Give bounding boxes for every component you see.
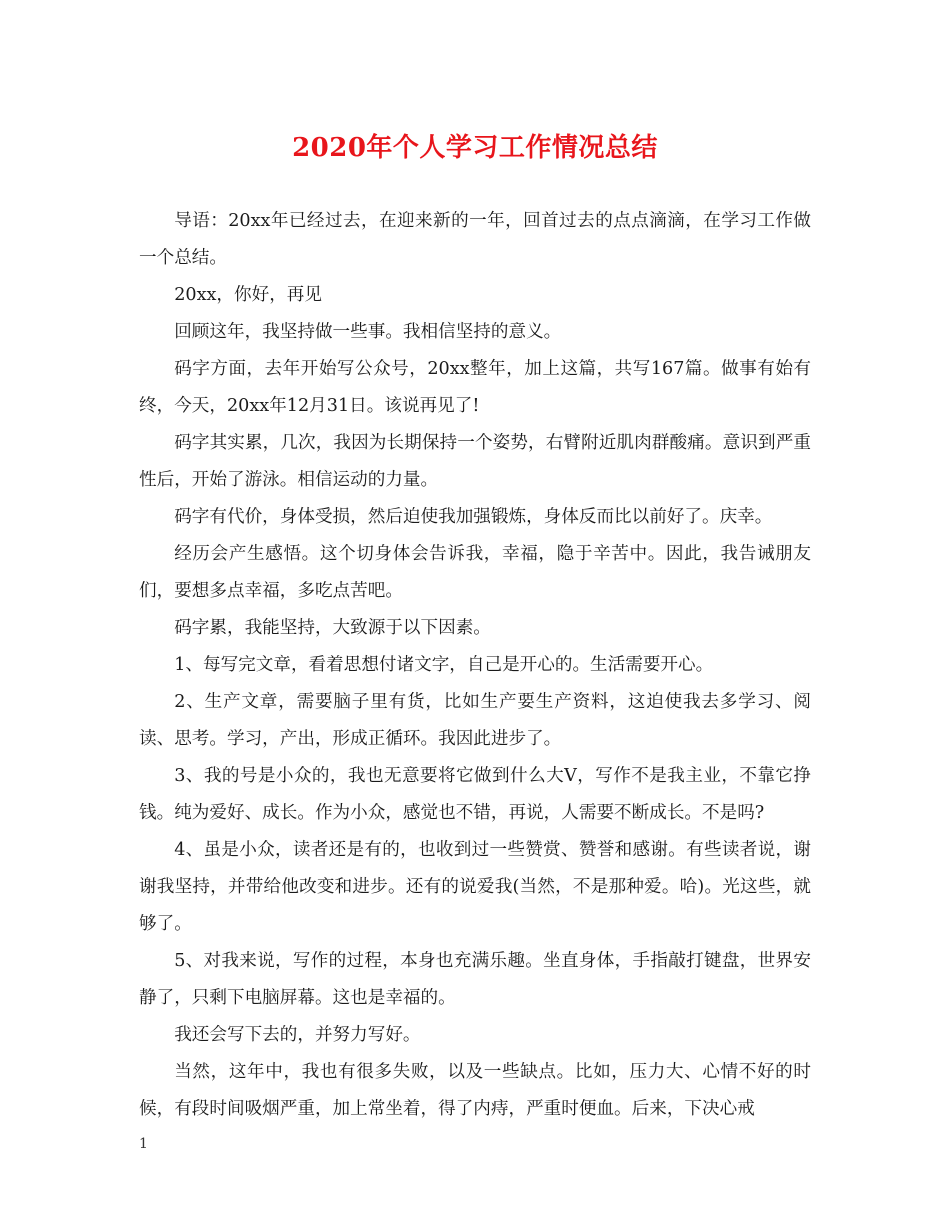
paragraph: 当然，这年中，我也有很多失败，以及一些缺点。比如，压力大、心情不好的时候，有段时间吸烟严重，加上常坐着，得了内痔，严重时便血。后来，下决心戒 xyxy=(139,1062,811,1119)
document-body xyxy=(139,203,811,1128)
paragraph: 2、生产文章，需要脑子里有货，比如生产要生产资料，这迫使我去多学习、阅读、思考。学习，产出，形成正循环。我因此进步了。 xyxy=(139,692,811,749)
paragraph: 20xx，你好，再见 xyxy=(174,285,322,305)
paragraph: 码字有代价，身体受损，然后迫使我加强锻炼，身体反而比以前好了。庆幸。 xyxy=(174,507,773,527)
paragraph: 5、对我来说，写作的过程，本身也充满乐趣。坐直身体，手指敲打键盘，世界安静了，只剩下电脑屏幕。这也是幸福的。 xyxy=(139,951,811,1008)
paragraph: 导语：20xx年已经过去，在迎来新的一年，回首过去的点点滴滴，在学习工作做一个总结。 xyxy=(139,211,811,268)
paragraph: 码字方面，去年开始写公众号，20xx整年，加上这篇，共写167篇。做事有始有终，今天，20xx年12月31日。该说再见了! xyxy=(139,359,811,416)
paragraph: 码字累，我能坚持，大致源于以下因素。 xyxy=(174,618,491,638)
paragraph: 4、虽是小众，读者还是有的，也收到过一些赞赏、赞誉和感谢。有些读者说，谢谢我坚持，并带给他改变和进步。还有的说爱我(当然，不是那种爱。哈)。光这些，就够了。 xyxy=(139,840,811,934)
paragraph: 1、每写完文章，看着思想付诸文字，自己是开心的。生活需要开心。 xyxy=(174,655,714,675)
document-title: 2020年个人学习工作情况总结 xyxy=(292,133,658,163)
paragraph: 回顾这年，我坚持做一些事。我相信坚持的意义。 xyxy=(174,322,562,342)
paragraph: 3、我的号是小众的，我也无意要将它做到什么大V，写作不是我主业，不靠它挣钱。纯为爱好、成长。作为小众，感觉也不错，再说，人需要不断成长。不是吗? xyxy=(139,766,811,823)
paragraph: 我还会写下去的，并努力写好。 xyxy=(174,1025,421,1045)
paragraph: 码字其实累，几次，我因为长期保持一个姿势，右臂附近肌肉群酸痛。意识到严重性后，开始了游泳。相信运动的力量。 xyxy=(139,433,811,490)
page-number: 1 xyxy=(139,1136,148,1152)
paragraph: 经历会产生感悟。这个切身体会告诉我，幸福，隐于辛苦中。因此，我告诫朋友们，要想多点幸福，多吃点苦吧。 xyxy=(139,544,811,601)
